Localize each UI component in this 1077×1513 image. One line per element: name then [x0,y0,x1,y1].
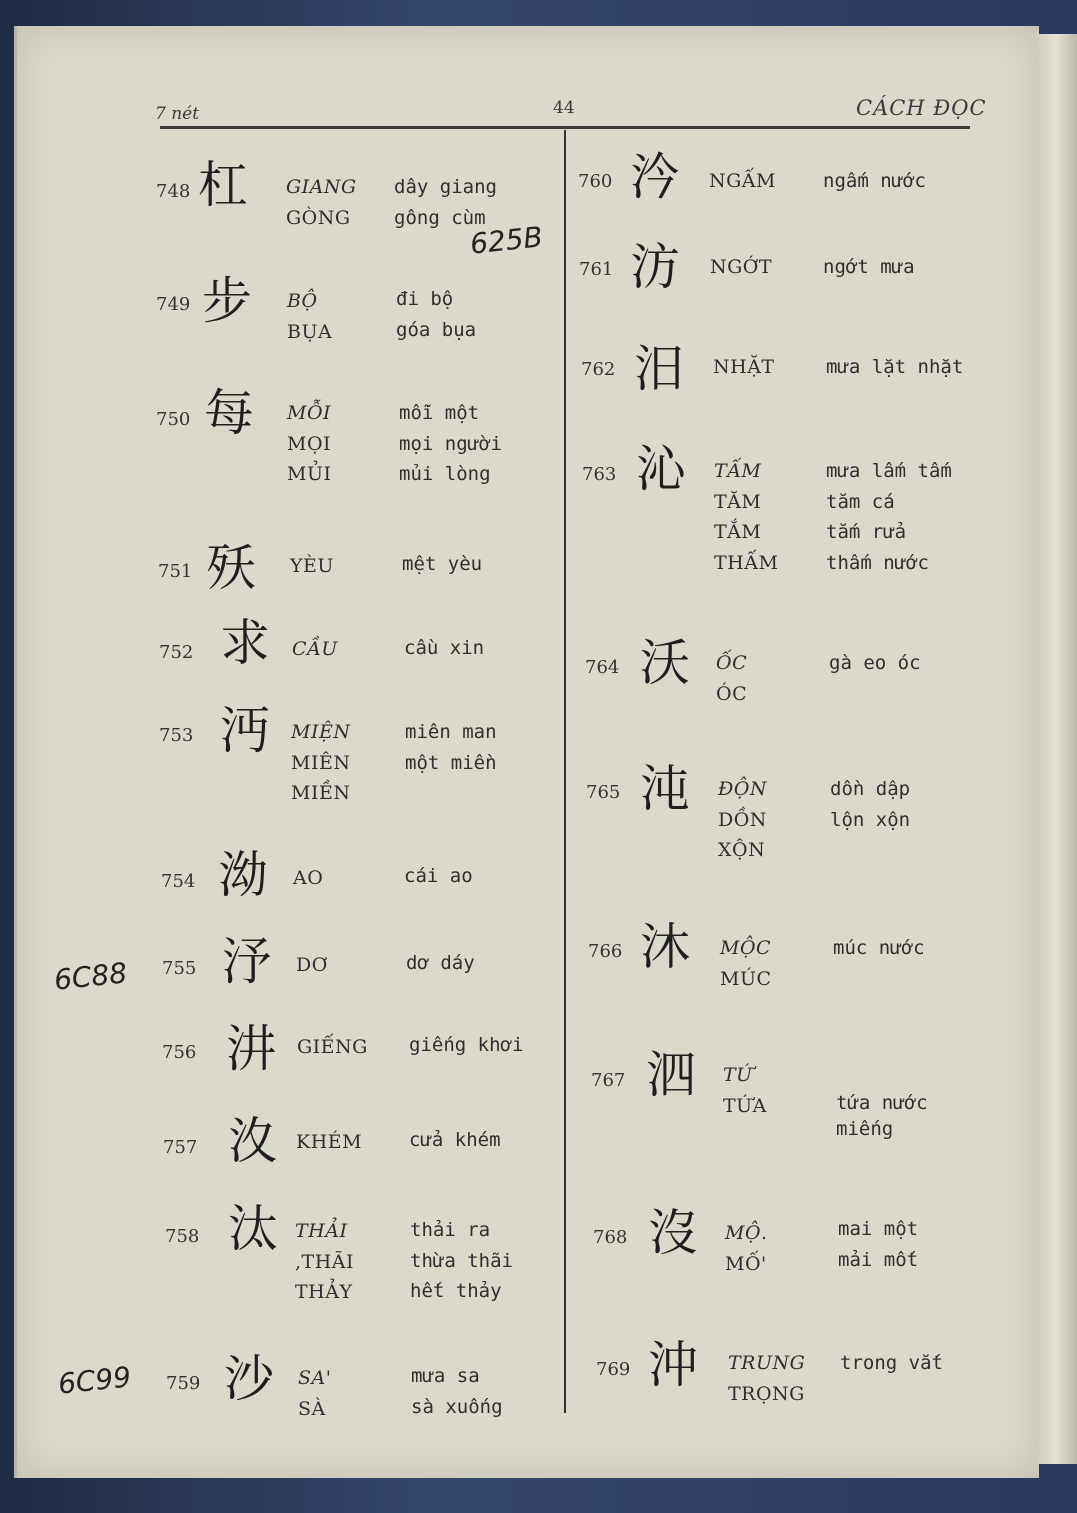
entry-number: 755 [162,958,197,979]
entry-number: 766 [588,941,623,962]
han-character: 沐 [640,918,690,976]
handwritten-note: 6C88 [52,956,129,997]
readings: MIỆN MIÊN MIỀN [291,721,351,804]
entry-number: 764 [585,657,620,678]
han-character: 每 [204,384,254,442]
entry-number: 765 [586,782,621,803]
glosses: cửa khém [409,1129,501,1151]
entry-number: 756 [162,1042,197,1063]
entry-number: 759 [166,1373,201,1394]
glosses: múc nước [833,937,925,959]
han-character: 沌 [640,760,690,818]
readings: NHẶT [713,356,775,378]
glosses: cái ao [404,865,473,887]
glosses: trong vắt [840,1352,943,1374]
entry-number: 762 [581,359,616,380]
readings: DƠ [296,954,328,976]
han-character: 求 [220,614,270,672]
column-divider [564,130,566,1413]
han-character: 沒 [648,1204,698,1262]
page-number: 44 [553,98,575,118]
glosses: tứa nước miếng [836,1092,928,1140]
readings: ĐỘN DỒN XỘN [718,778,768,861]
han-character: 汷 [228,1112,278,1170]
han-character: 汿 [222,933,272,991]
glosses: ngấm nước [823,170,926,192]
entry-number: 763 [582,464,617,485]
handwritten-note: 6C99 [56,1360,133,1401]
readings: THẢI ,THÃI THẢY [295,1220,355,1303]
glosses: dồn dập lộn xộn [830,778,911,831]
entry-number: 769 [596,1359,631,1380]
entry-number: 752 [159,642,194,663]
readings: GIANG GÒNG [286,176,357,229]
han-character: 泗 [646,1046,696,1104]
glosses: dây giang gông cùm [394,176,497,229]
han-character: 沔 [220,702,270,760]
glosses: mưa sa sà xuống [411,1365,503,1418]
entry-number: 751 [158,561,193,582]
readings: KHÉM [296,1131,363,1153]
entry-number: 768 [593,1227,628,1248]
entry-number: 767 [591,1070,626,1091]
han-character: 杠 [198,156,248,214]
entry-number: 757 [163,1137,198,1158]
entry-number: 760 [578,171,613,192]
han-character: 汰 [228,1200,278,1258]
han-character: 沙 [224,1350,274,1408]
glosses: mệt yèu [402,553,483,575]
glosses: miên man một miền [405,721,497,774]
glosses: giếng khơi [409,1034,524,1056]
entry-number: 749 [156,294,191,315]
entry-number: 761 [579,259,614,280]
readings: BỘ BỤA [287,290,333,343]
header-rule [160,126,970,129]
han-character: 泑 [218,846,268,904]
handwritten-note: 625B [468,220,545,261]
readings: MỖI MỌI MỦI [287,402,332,485]
readings: AO [293,867,324,889]
han-character: 沁 [636,440,686,498]
glosses: mưa lặt nhặt [826,356,964,378]
readings: MỘ. MỐ' [725,1222,768,1275]
readings: ỐC ÓC [716,652,748,705]
glosses: mỗi một mọi người mủi lòng [399,402,502,485]
stroke-count-heading: 7 nét [155,104,200,124]
glosses: thải ra thừa thãi hết thảy [410,1219,513,1302]
entry-number: 748 [156,181,191,202]
han-character: 汨 [634,340,684,398]
entry-number: 750 [156,409,191,430]
glosses: cầu xin [404,637,485,659]
readings: SA' SÀ [298,1367,332,1420]
glosses: gà eo óc [829,652,921,674]
readings: TỨ TỨA [723,1064,767,1117]
readings: CẦU [292,638,338,660]
readings: NGẤM [709,170,776,192]
readings: TRUNG TRỌNG [728,1352,806,1405]
entry-number: 758 [165,1226,200,1247]
glosses: mưa lấm tấm tăm cá tắm rửa thấm nước [826,460,952,574]
han-character: 沖 [648,1336,698,1394]
han-character: 殀 [206,539,256,597]
han-character: 汫 [226,1020,276,1078]
section-heading: CÁCH ĐỌC [856,96,987,120]
readings: MỘC MÚC [720,937,772,990]
readings: NGỚT [710,256,773,278]
glosses: dơ dáy [406,952,475,974]
entry-number: 753 [159,725,194,746]
readings: TẤM TĂM TẮM THẤM [714,460,779,574]
page-edge [1036,34,1077,1464]
han-character: 汸 [630,238,680,296]
glosses: mai một mải mốt [838,1218,919,1271]
han-character: 沃 [640,634,690,692]
glosses: đi bộ góa bụa [396,288,477,341]
readings: YÈU [290,555,334,577]
readings: GIẾNG [297,1036,368,1058]
glosses: ngớt mưa [823,256,915,278]
han-character: 汵 [630,148,680,206]
entry-number: 754 [161,871,196,892]
han-character: 步 [202,272,252,330]
